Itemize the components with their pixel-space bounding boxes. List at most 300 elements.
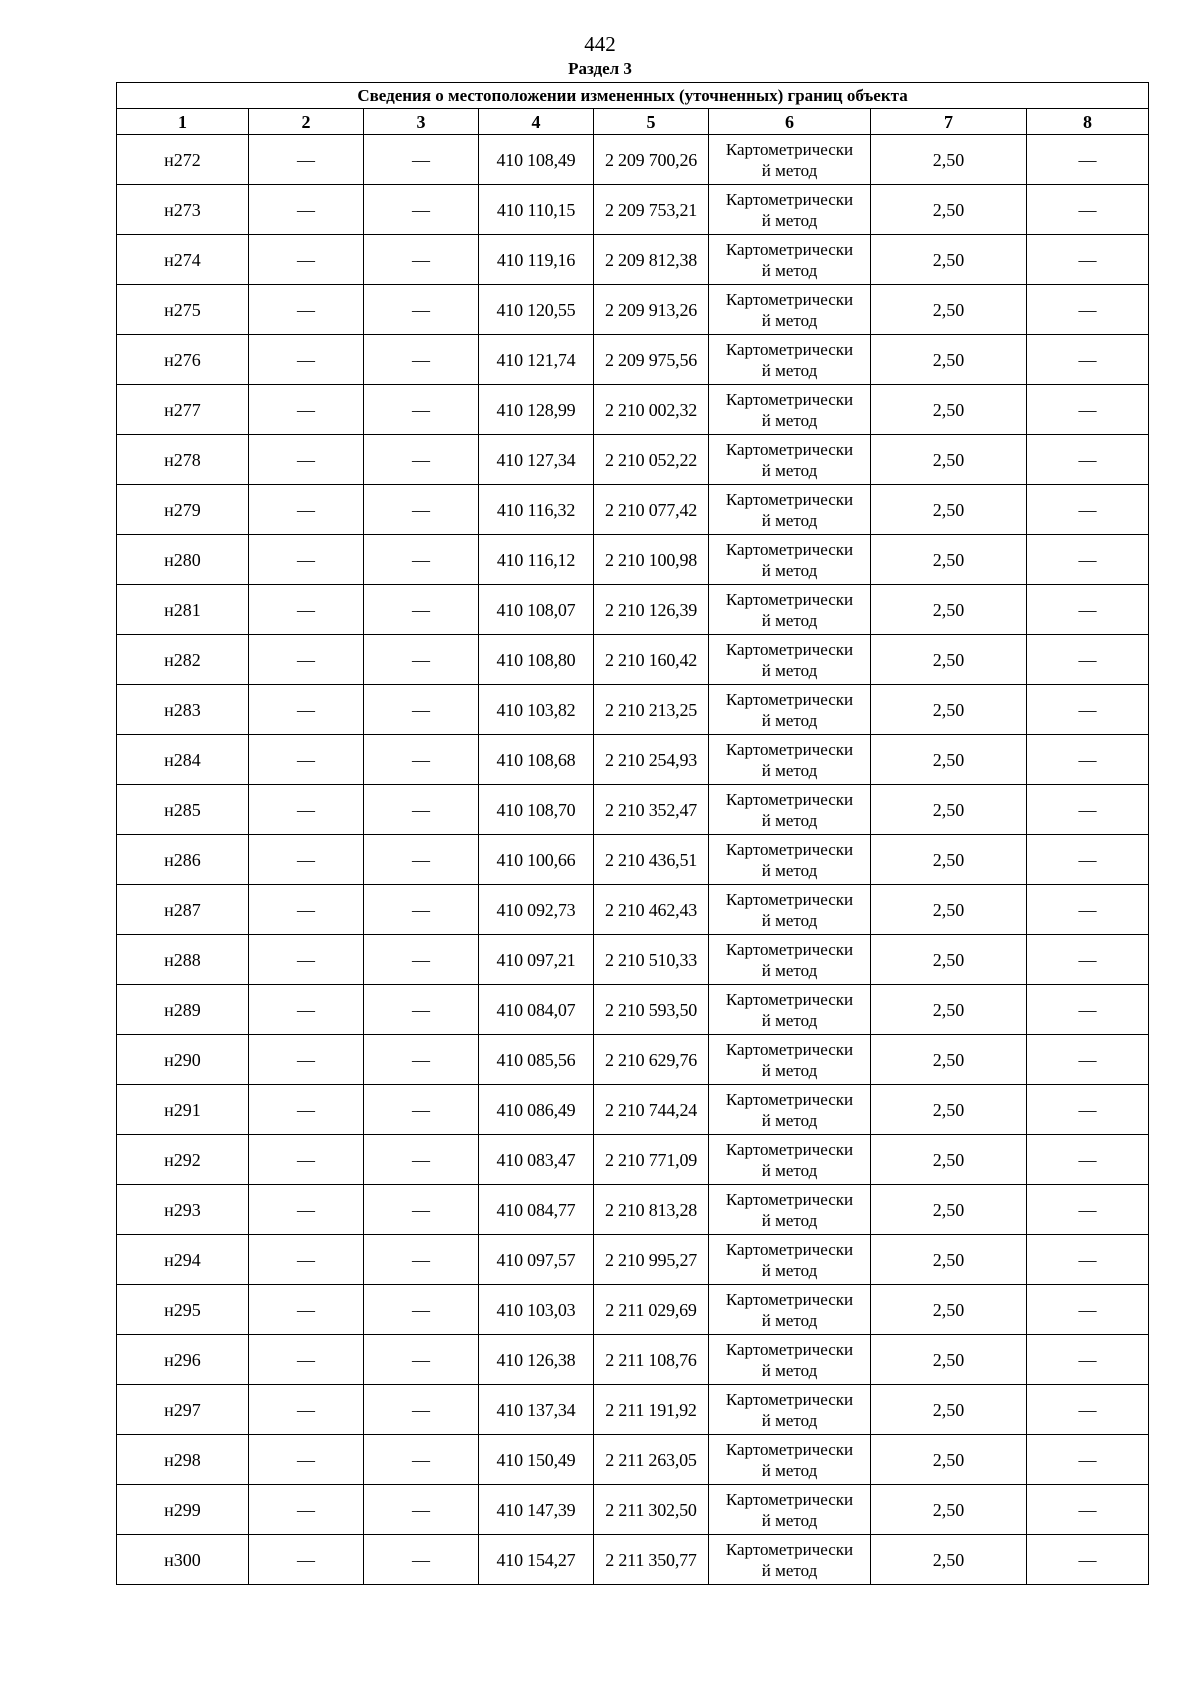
point-name-cell: н274 <box>117 235 249 285</box>
table-row <box>117 635 1149 685</box>
method-cell <box>709 385 871 435</box>
x-coordinate-cell: 410 121,74 <box>479 335 594 385</box>
method-text-line-1: Картометрически <box>725 289 854 309</box>
table-row <box>117 1535 1149 1585</box>
y-coordinate-cell: 2 210 213,25 <box>594 685 709 735</box>
method-text-line-2: й метод <box>761 360 818 380</box>
method-text-line-2: й метод <box>761 1010 818 1030</box>
precision-cell: 2,50 <box>871 935 1027 985</box>
column-8-cell: — <box>1027 935 1149 985</box>
column-2-cell: — <box>249 1235 364 1285</box>
column-2-cell: — <box>249 685 364 735</box>
column-3-cell: — <box>364 335 479 385</box>
precision-cell: 2,50 <box>871 785 1027 835</box>
method-text-line-1: Картометрически <box>725 239 854 259</box>
column-2-cell: — <box>249 1485 364 1535</box>
method-text-line-2: й метод <box>761 260 818 280</box>
precision-cell: 2,50 <box>871 985 1027 1035</box>
method-cell <box>709 235 871 285</box>
precision-cell: 2,50 <box>871 1435 1027 1485</box>
point-name-cell: н280 <box>117 535 249 585</box>
method-cell <box>709 1185 871 1235</box>
column-3-cell: — <box>364 1435 479 1485</box>
precision-cell: 2,50 <box>871 585 1027 635</box>
method-cell <box>709 185 871 235</box>
method-cell <box>709 585 871 635</box>
column-3-cell: — <box>364 1535 479 1585</box>
method-text-line-1: Картометрически <box>725 539 854 559</box>
method-text-line-1: Картометрически <box>725 1289 854 1309</box>
method-text-line-2: й метод <box>761 410 818 430</box>
table-row <box>117 885 1149 935</box>
point-name-cell: н296 <box>117 1335 249 1385</box>
column-3-cell: — <box>364 1235 479 1285</box>
table-row <box>117 1385 1149 1435</box>
method-text-line-2: й метод <box>761 460 818 480</box>
table-row <box>117 1435 1149 1485</box>
column-2-cell: — <box>249 185 364 235</box>
table-row <box>117 235 1149 285</box>
y-coordinate-cell: 2 210 254,93 <box>594 735 709 785</box>
table-caption-row <box>117 83 1149 109</box>
point-name-cell: н299 <box>117 1485 249 1535</box>
precision-cell: 2,50 <box>871 485 1027 535</box>
point-name-cell: н282 <box>117 635 249 685</box>
method-cell <box>709 1135 871 1185</box>
x-coordinate-cell: 410 137,34 <box>479 1385 594 1435</box>
column-number: 7 <box>871 109 1027 135</box>
table-row <box>117 685 1149 735</box>
y-coordinate-cell: 2 210 510,33 <box>594 935 709 985</box>
column-3-cell: — <box>364 785 479 835</box>
method-text-line-2: й метод <box>761 1310 818 1330</box>
x-coordinate-cell: 410 110,15 <box>479 185 594 235</box>
table-row <box>117 1035 1149 1085</box>
method-cell <box>709 485 871 535</box>
column-3-cell: — <box>364 1335 479 1385</box>
method-text-line-2: й метод <box>761 1460 818 1480</box>
table-row <box>117 435 1149 485</box>
x-coordinate-cell: 410 103,03 <box>479 1285 594 1335</box>
method-text-line-2: й метод <box>761 960 818 980</box>
column-2-cell: — <box>249 1285 364 1335</box>
method-text-line-1: Картометрически <box>725 1189 854 1209</box>
column-3-cell: — <box>364 885 479 935</box>
x-coordinate-cell: 410 084,77 <box>479 1185 594 1235</box>
x-coordinate-cell: 410 100,66 <box>479 835 594 885</box>
column-3-cell: — <box>364 585 479 635</box>
point-name-cell: н286 <box>117 835 249 885</box>
y-coordinate-cell: 2 210 436,51 <box>594 835 709 885</box>
column-3-cell: — <box>364 935 479 985</box>
method-cell <box>709 535 871 585</box>
column-8-cell: — <box>1027 335 1149 385</box>
point-name-cell: н281 <box>117 585 249 635</box>
point-name-cell: н290 <box>117 1035 249 1085</box>
x-coordinate-cell: 410 097,57 <box>479 1235 594 1285</box>
precision-cell: 2,50 <box>871 435 1027 485</box>
column-3-cell: — <box>364 235 479 285</box>
method-text-line-2: й метод <box>761 1510 818 1530</box>
method-text-line-1: Картометрически <box>725 739 854 759</box>
point-name-cell: н293 <box>117 1185 249 1235</box>
y-coordinate-cell: 2 209 975,56 <box>594 335 709 385</box>
column-8-cell: — <box>1027 285 1149 335</box>
method-text-line-1: Картометрически <box>725 789 854 809</box>
method-text-line-1: Картометрически <box>725 439 854 459</box>
column-8-cell: — <box>1027 985 1149 1035</box>
column-2-cell: — <box>249 235 364 285</box>
x-coordinate-cell: 410 085,56 <box>479 1035 594 1085</box>
point-name-cell: н277 <box>117 385 249 435</box>
y-coordinate-cell: 2 210 352,47 <box>594 785 709 835</box>
method-text-line-2: й метод <box>761 1360 818 1380</box>
y-coordinate-cell: 2 209 913,26 <box>594 285 709 335</box>
x-coordinate-cell: 410 116,12 <box>479 535 594 585</box>
table-row <box>117 135 1149 185</box>
table-row <box>117 385 1149 435</box>
table-row <box>117 585 1149 635</box>
point-name-cell: н289 <box>117 985 249 1035</box>
table-row <box>117 935 1149 985</box>
table-row <box>117 485 1149 535</box>
table-row <box>117 1285 1149 1335</box>
precision-cell: 2,50 <box>871 135 1027 185</box>
column-8-cell: — <box>1027 1535 1149 1585</box>
method-text-line-1: Картометрически <box>725 889 854 909</box>
column-3-cell: — <box>364 985 479 1035</box>
method-text-line-2: й метод <box>761 1560 818 1580</box>
method-text-line-2: й метод <box>761 760 818 780</box>
point-name-cell: н273 <box>117 185 249 235</box>
x-coordinate-cell: 410 108,68 <box>479 735 594 785</box>
column-2-cell: — <box>249 435 364 485</box>
method-cell <box>709 1385 871 1435</box>
method-text-line-2: й метод <box>761 710 818 730</box>
point-name-cell: н297 <box>117 1385 249 1435</box>
x-coordinate-cell: 410 086,49 <box>479 1085 594 1135</box>
point-name-cell: н300 <box>117 1535 249 1585</box>
x-coordinate-cell: 410 103,82 <box>479 685 594 735</box>
method-cell <box>709 635 871 685</box>
column-8-cell: — <box>1027 835 1149 885</box>
table-row <box>117 835 1149 885</box>
method-cell <box>709 785 871 835</box>
x-coordinate-cell: 410 108,49 <box>479 135 594 185</box>
x-coordinate-cell: 410 084,07 <box>479 985 594 1035</box>
table-row <box>117 335 1149 385</box>
method-cell <box>709 435 871 485</box>
point-name-cell: н292 <box>117 1135 249 1185</box>
point-name-cell: н295 <box>117 1285 249 1335</box>
column-8-cell: — <box>1027 1335 1149 1385</box>
column-3-cell: — <box>364 435 479 485</box>
method-text-line-1: Картометрически <box>725 189 854 209</box>
point-name-cell: н276 <box>117 335 249 385</box>
y-coordinate-cell: 2 211 029,69 <box>594 1285 709 1335</box>
precision-cell: 2,50 <box>871 1335 1027 1385</box>
precision-cell: 2,50 <box>871 635 1027 685</box>
table-row <box>117 785 1149 835</box>
y-coordinate-cell: 2 210 771,09 <box>594 1135 709 1185</box>
column-3-cell: — <box>364 385 479 435</box>
point-name-cell: н279 <box>117 485 249 535</box>
point-name-cell: н284 <box>117 735 249 785</box>
precision-cell: 2,50 <box>871 885 1027 935</box>
x-coordinate-cell: 410 083,47 <box>479 1135 594 1185</box>
method-text-line-2: й метод <box>761 510 818 530</box>
column-3-cell: — <box>364 485 479 535</box>
column-2-cell: — <box>249 935 364 985</box>
table-row <box>117 1085 1149 1135</box>
method-cell <box>709 1035 871 1085</box>
x-coordinate-cell: 410 108,80 <box>479 635 594 685</box>
y-coordinate-cell: 2 211 108,76 <box>594 1335 709 1385</box>
precision-cell: 2,50 <box>871 1235 1027 1285</box>
y-coordinate-cell: 2 209 700,26 <box>594 135 709 185</box>
table-row <box>117 285 1149 335</box>
method-text-line-1: Картометрически <box>725 1489 854 1509</box>
precision-cell: 2,50 <box>871 335 1027 385</box>
column-2-cell: — <box>249 785 364 835</box>
method-text-line-2: й метод <box>761 1160 818 1180</box>
y-coordinate-cell: 2 210 002,32 <box>594 385 709 435</box>
column-number: 6 <box>709 109 871 135</box>
column-8-cell: — <box>1027 435 1149 485</box>
y-coordinate-cell: 2 211 263,05 <box>594 1435 709 1485</box>
y-coordinate-cell: 2 210 126,39 <box>594 585 709 635</box>
section-title: Раздел 3 <box>568 59 632 78</box>
table-row <box>117 1135 1149 1185</box>
column-8-cell: — <box>1027 585 1149 635</box>
method-text-line-2: й метод <box>761 160 818 180</box>
column-2-cell: — <box>249 985 364 1035</box>
column-3-cell: — <box>364 1135 479 1185</box>
column-2-cell: — <box>249 485 364 535</box>
point-name-cell: н278 <box>117 435 249 485</box>
y-coordinate-cell: 2 211 302,50 <box>594 1485 709 1535</box>
method-text-line-1: Картометрически <box>725 1389 854 1409</box>
column-8-cell: — <box>1027 1285 1149 1335</box>
point-name-cell: н275 <box>117 285 249 335</box>
column-8-cell: — <box>1027 485 1149 535</box>
column-8-cell: — <box>1027 235 1149 285</box>
x-coordinate-cell: 410 119,16 <box>479 235 594 285</box>
column-3-cell: — <box>364 835 479 885</box>
column-number: 8 <box>1027 109 1149 135</box>
method-cell <box>709 1085 871 1135</box>
method-cell <box>709 985 871 1035</box>
column-2-cell: — <box>249 135 364 185</box>
method-text-line-1: Картометрически <box>725 389 854 409</box>
column-3-cell: — <box>364 1285 479 1335</box>
precision-cell: 2,50 <box>871 535 1027 585</box>
column-8-cell: — <box>1027 1385 1149 1435</box>
column-8-cell: — <box>1027 635 1149 685</box>
column-2-cell: — <box>249 1435 364 1485</box>
y-coordinate-cell: 2 210 160,42 <box>594 635 709 685</box>
column-3-cell: — <box>364 1035 479 1085</box>
column-2-cell: — <box>249 1135 364 1185</box>
page-number: 442 <box>584 32 616 56</box>
precision-cell: 2,50 <box>871 735 1027 785</box>
column-8-cell: — <box>1027 135 1149 185</box>
column-3-cell: — <box>364 685 479 735</box>
column-8-cell: — <box>1027 385 1149 435</box>
precision-cell: 2,50 <box>871 835 1027 885</box>
column-2-cell: — <box>249 635 364 685</box>
column-number: 4 <box>479 109 594 135</box>
column-2-cell: — <box>249 385 364 435</box>
table-row <box>117 185 1149 235</box>
point-name-cell: н294 <box>117 1235 249 1285</box>
column-2-cell: — <box>249 335 364 385</box>
precision-cell: 2,50 <box>871 1535 1027 1585</box>
point-name-cell: н272 <box>117 135 249 185</box>
table-row <box>117 1485 1149 1535</box>
column-number-row <box>117 109 1149 135</box>
method-text-line-2: й метод <box>761 210 818 230</box>
boundary-coordinates-table <box>116 82 1149 1585</box>
column-8-cell: — <box>1027 1235 1149 1285</box>
x-coordinate-cell: 410 126,38 <box>479 1335 594 1385</box>
method-text-line-2: й метод <box>761 1210 818 1230</box>
method-text-line-2: й метод <box>761 1260 818 1280</box>
point-name-cell: н285 <box>117 785 249 835</box>
column-2-cell: — <box>249 1385 364 1435</box>
method-text-line-1: Картометрически <box>725 1039 854 1059</box>
precision-cell: 2,50 <box>871 1385 1027 1435</box>
method-cell <box>709 1535 871 1585</box>
table-body <box>117 135 1149 1585</box>
method-cell <box>709 1435 871 1485</box>
method-text-line-1: Картометрически <box>725 1139 854 1159</box>
point-name-cell: н298 <box>117 1435 249 1485</box>
method-cell <box>709 1335 871 1385</box>
column-3-cell: — <box>364 1385 479 1435</box>
column-8-cell: — <box>1027 685 1149 735</box>
column-3-cell: — <box>364 635 479 685</box>
column-2-cell: — <box>249 1185 364 1235</box>
column-8-cell: — <box>1027 1135 1149 1185</box>
method-text-line-1: Картометрически <box>725 639 854 659</box>
x-coordinate-cell: 410 108,07 <box>479 585 594 635</box>
method-cell <box>709 735 871 785</box>
y-coordinate-cell: 2 210 813,28 <box>594 1185 709 1235</box>
method-text-line-2: й метод <box>761 560 818 580</box>
x-coordinate-cell: 410 154,27 <box>479 1535 594 1585</box>
precision-cell: 2,50 <box>871 385 1027 435</box>
method-text-line-2: й метод <box>761 1110 818 1130</box>
column-2-cell: — <box>249 585 364 635</box>
method-cell <box>709 1285 871 1335</box>
method-text-line-2: й метод <box>761 310 818 330</box>
column-3-cell: — <box>364 135 479 185</box>
y-coordinate-cell: 2 211 191,92 <box>594 1385 709 1435</box>
y-coordinate-cell: 2 210 629,76 <box>594 1035 709 1085</box>
column-3-cell: — <box>364 185 479 235</box>
method-cell <box>709 335 871 385</box>
precision-cell: 2,50 <box>871 1485 1027 1535</box>
y-coordinate-cell: 2 211 350,77 <box>594 1535 709 1585</box>
method-text-line-1: Картометрически <box>725 989 854 1009</box>
y-coordinate-cell: 2 210 052,22 <box>594 435 709 485</box>
method-text-line-1: Картометрически <box>725 139 854 159</box>
method-cell <box>709 835 871 885</box>
column-2-cell: — <box>249 885 364 935</box>
y-coordinate-cell: 2 209 812,38 <box>594 235 709 285</box>
method-text-line-1: Картометрически <box>725 489 854 509</box>
method-text-line-1: Картометрически <box>725 839 854 859</box>
method-text-line-1: Картометрически <box>725 1089 854 1109</box>
precision-cell: 2,50 <box>871 1035 1027 1085</box>
y-coordinate-cell: 2 209 753,21 <box>594 185 709 235</box>
precision-cell: 2,50 <box>871 1085 1027 1135</box>
column-8-cell: — <box>1027 735 1149 785</box>
method-cell <box>709 285 871 335</box>
method-cell <box>709 1235 871 1285</box>
column-8-cell: — <box>1027 1085 1149 1135</box>
method-text-line-2: й метод <box>761 1060 818 1080</box>
x-coordinate-cell: 410 120,55 <box>479 285 594 335</box>
method-text-line-1: Картометрически <box>725 1239 854 1259</box>
y-coordinate-cell: 2 210 077,42 <box>594 485 709 535</box>
method-text-line-2: й метод <box>761 910 818 930</box>
precision-cell: 2,50 <box>871 1135 1027 1185</box>
method-text-line-1: Картометрически <box>725 589 854 609</box>
column-2-cell: — <box>249 1335 364 1385</box>
column-8-cell: — <box>1027 1485 1149 1535</box>
column-8-cell: — <box>1027 185 1149 235</box>
column-8-cell: — <box>1027 535 1149 585</box>
x-coordinate-cell: 410 147,39 <box>479 1485 594 1535</box>
table-row <box>117 535 1149 585</box>
table-row <box>117 1185 1149 1235</box>
x-coordinate-cell: 410 150,49 <box>479 1435 594 1485</box>
column-3-cell: — <box>364 1085 479 1135</box>
method-cell <box>709 935 871 985</box>
method-text-line-1: Картометрически <box>725 939 854 959</box>
method-cell <box>709 885 871 935</box>
column-3-cell: — <box>364 535 479 585</box>
method-text-line-2: й метод <box>761 860 818 880</box>
table-row <box>117 735 1149 785</box>
method-text-line-2: й метод <box>761 660 818 680</box>
y-coordinate-cell: 2 210 462,43 <box>594 885 709 935</box>
method-text-line-2: й метод <box>761 810 818 830</box>
method-text-line-1: Картометрически <box>725 339 854 359</box>
x-coordinate-cell: 410 097,21 <box>479 935 594 985</box>
method-text-line-1: Картометрически <box>725 689 854 709</box>
column-3-cell: — <box>364 285 479 335</box>
method-text-line-1: Картометрически <box>725 1439 854 1459</box>
column-number: 1 <box>117 109 249 135</box>
column-number: 3 <box>364 109 479 135</box>
table-row <box>117 1235 1149 1285</box>
method-text-line-1: Картометрически <box>725 1339 854 1359</box>
column-number: 5 <box>594 109 709 135</box>
point-name-cell: н291 <box>117 1085 249 1135</box>
method-text-line-1: Картометрически <box>725 1539 854 1559</box>
column-2-cell: — <box>249 735 364 785</box>
column-2-cell: — <box>249 1035 364 1085</box>
point-name-cell: н288 <box>117 935 249 985</box>
column-2-cell: — <box>249 1085 364 1135</box>
x-coordinate-cell: 410 128,99 <box>479 385 594 435</box>
x-coordinate-cell: 410 108,70 <box>479 785 594 835</box>
y-coordinate-cell: 2 210 593,50 <box>594 985 709 1035</box>
column-3-cell: — <box>364 1485 479 1535</box>
